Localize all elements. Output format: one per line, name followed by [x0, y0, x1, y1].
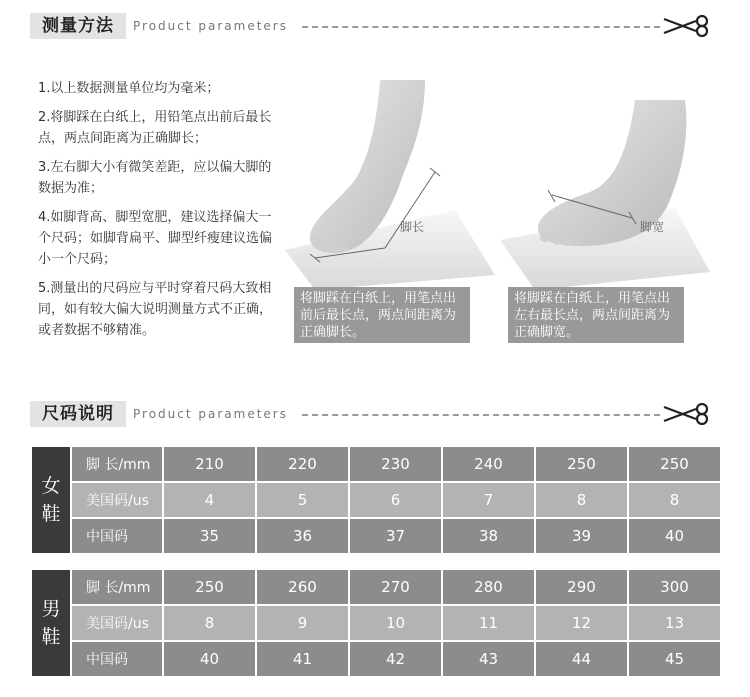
table-cell: 210: [164, 447, 255, 481]
foot-width-label: 脚宽: [640, 220, 665, 234]
scissors-icon: [662, 403, 712, 425]
table-row: [32, 642, 720, 676]
table-cell: 41: [257, 642, 348, 676]
table-row: [32, 447, 720, 481]
foot-length-illustration: [285, 80, 495, 290]
table-cell: 40: [629, 519, 720, 553]
table-cell: 10: [350, 606, 441, 640]
measure-title: 测量方法: [30, 13, 126, 39]
table-cell: 36: [257, 519, 348, 553]
table-row: [32, 483, 720, 517]
size-title: 尺码说明: [30, 401, 126, 427]
measure-section-header: [30, 13, 720, 39]
table-cell: 6: [350, 483, 441, 517]
row-label: 美国码/us: [72, 606, 162, 640]
table-cell: 37: [350, 519, 441, 553]
table-cell: 39: [536, 519, 627, 553]
women-size-table: [30, 445, 722, 555]
measure-subtitle: Product parameters: [133, 19, 288, 33]
men-gender-label: 男 鞋: [32, 570, 70, 676]
table-cell: 8: [164, 606, 255, 640]
women-gender-label: 女 鞋: [32, 447, 70, 553]
instruction-item: 2.将脚踩在白纸上，用铅笔点出前后最长点，两点间距离为正确脚长；: [38, 110, 272, 146]
table-cell: 300: [629, 570, 720, 604]
foot-length-caption: 将脚踩在白纸上，用笔点出前后最长点，两点间距离为正确脚长。: [294, 287, 470, 343]
table-cell: 9: [257, 606, 348, 640]
table-cell: 11: [443, 606, 534, 640]
row-label: 中国码: [72, 519, 162, 553]
foot-length-label: 脚长: [400, 220, 425, 234]
foot-width-drawing: [500, 80, 710, 290]
table-cell: 38: [443, 519, 534, 553]
table-cell: 230: [350, 447, 441, 481]
row-label: 中国码: [72, 642, 162, 676]
table-cell: 43: [443, 642, 534, 676]
table-cell: 40: [164, 642, 255, 676]
table-cell: 12: [536, 606, 627, 640]
size-subtitle: Product parameters: [133, 407, 288, 421]
table-cell: 280: [443, 570, 534, 604]
table-cell: 7: [443, 483, 534, 517]
row-label: 脚 长/mm: [72, 570, 162, 604]
foot-length-drawing: [285, 80, 495, 290]
table-cell: 250: [164, 570, 255, 604]
table-cell: 8: [629, 483, 720, 517]
table-cell: 8: [536, 483, 627, 517]
row-label: 脚 长/mm: [72, 447, 162, 481]
dashed-divider: [302, 26, 660, 28]
instruction-item: 1.以上数据测量单位均为毫米；: [38, 81, 220, 96]
row-label: 美国码/us: [72, 483, 162, 517]
size-section-header: [30, 401, 720, 427]
table-cell: 45: [629, 642, 720, 676]
measurement-instructions: [38, 78, 274, 349]
table-cell: 290: [536, 570, 627, 604]
men-size-table: [30, 568, 722, 678]
table-cell: 13: [629, 606, 720, 640]
table-row: [32, 606, 720, 640]
table-cell: 4: [164, 483, 255, 517]
table-cell: 44: [536, 642, 627, 676]
instruction-item: 3.左右脚大小有微笑差距，应以偏大脚的数据为准；: [38, 160, 272, 196]
table-cell: 260: [257, 570, 348, 604]
table-row: [32, 570, 720, 604]
table-row: [32, 519, 720, 553]
table-cell: 35: [164, 519, 255, 553]
table-cell: 240: [443, 447, 534, 481]
foot-width-illustration: [500, 80, 710, 290]
foot-width-caption: 将脚踩在白纸上，用笔点出左右最长点，两点间距离为正确脚宽。: [508, 287, 684, 343]
table-cell: 220: [257, 447, 348, 481]
table-cell: 250: [629, 447, 720, 481]
scissors-icon: [662, 15, 712, 37]
table-cell: 250: [536, 447, 627, 481]
instruction-item: 4.如脚背高、脚型宽肥，建议选择偏大一个尺码；如脚背扁平、脚型纤瘦建议选偏小一个尺码；: [38, 210, 273, 267]
table-cell: 5: [257, 483, 348, 517]
table-cell: 42: [350, 642, 441, 676]
table-cell: 270: [350, 570, 441, 604]
dashed-divider: [302, 414, 660, 416]
instruction-item: 5.测量出的尺码应与平时穿着尺码大致相同，如有较大偏大说明测量方式不正确，或者数据不够精准。: [38, 281, 273, 338]
